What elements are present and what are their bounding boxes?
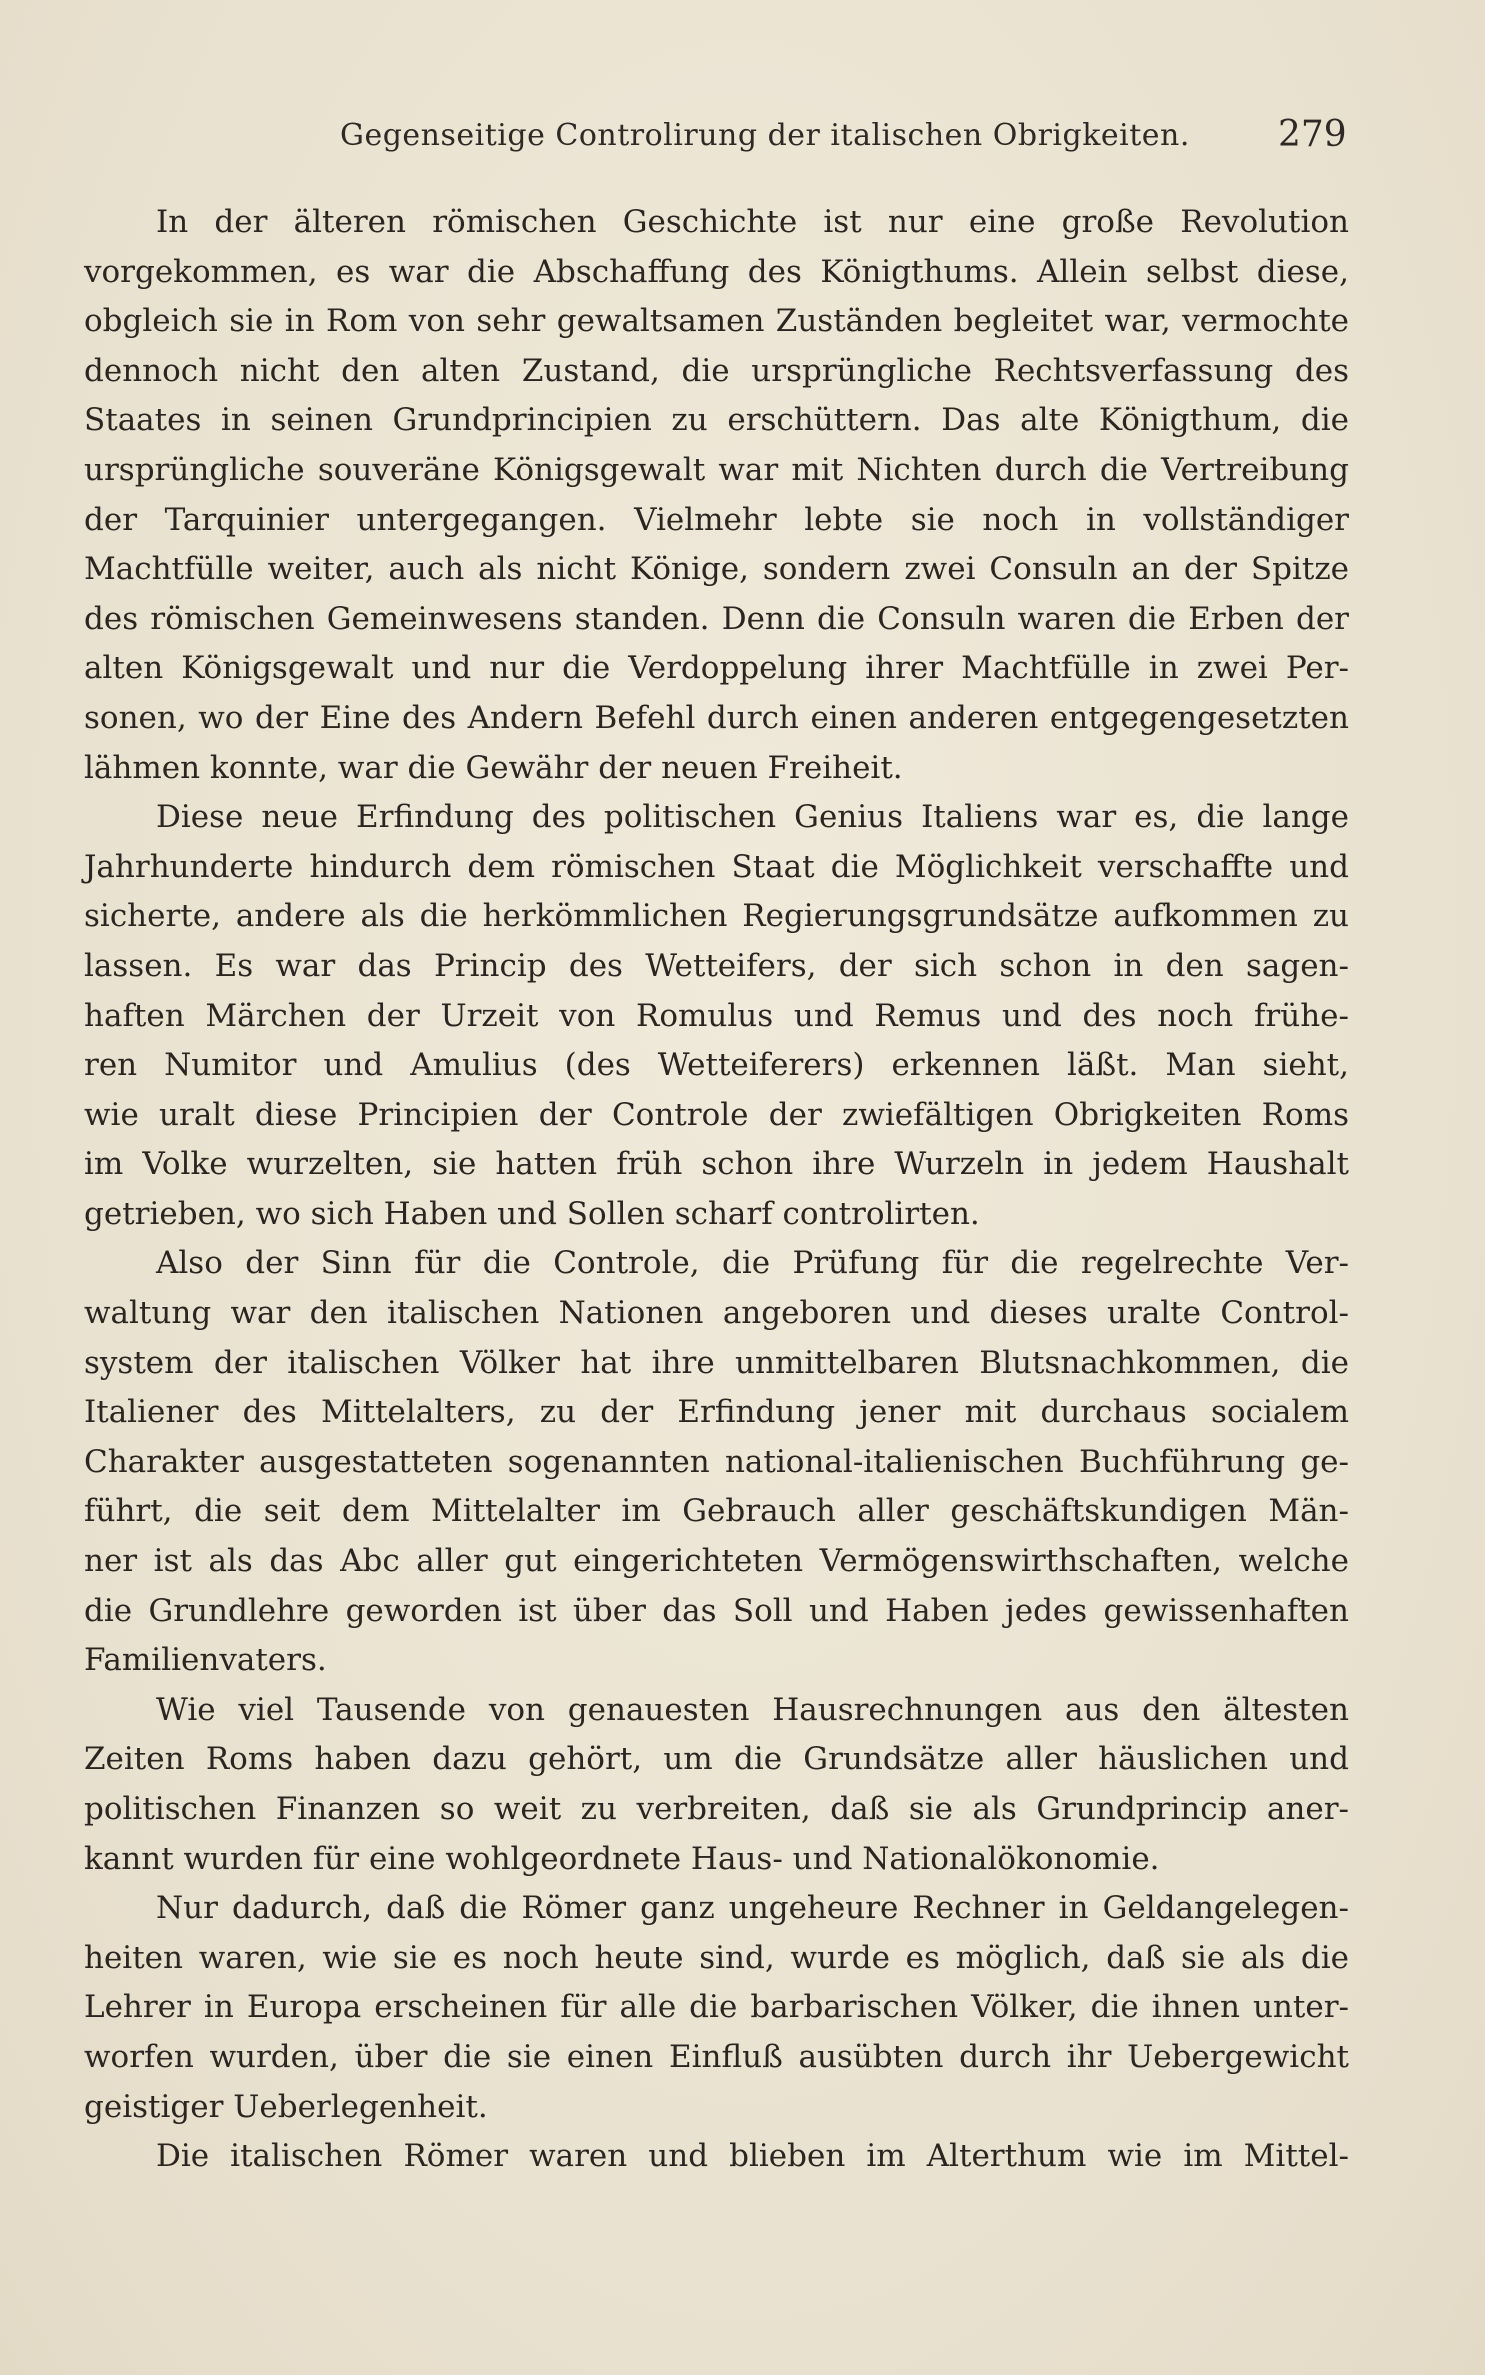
page-number: 279 [1278, 114, 1347, 155]
text-line: haften Märchen der Urzeit von Romulus und Remus und des noch frühe- [84, 997, 1349, 1034]
text-line: Jahrhunderte hindurch dem römischen Staat die Möglichkeit verschaffte und [84, 848, 1349, 885]
paragraph [84, 793, 1349, 1239]
text-line: heiten waren, wie sie es noch heute sind, wurde es möglich, daß sie als die [84, 1939, 1349, 1976]
text-line: Machtfülle weiter, auch als nicht Könige, sondern zwei Consuln an der Spitze [84, 551, 1349, 588]
text-line: führt, die seit dem Mittelalter im Gebrauch aller geschäftskundigen Män- [84, 1493, 1349, 1530]
text-line: sicherte, andere als die herkömmlichen Regierungsgrundsätze aufkommen zu [84, 898, 1349, 935]
paragraph [84, 1884, 1349, 2132]
paragraph [84, 2132, 1349, 2182]
text-line: politischen Finanzen so weit zu verbreiten, daß sie als Grundprincip aner- [84, 1791, 1349, 1827]
text-line: Also der Sinn für die Controle, die Prüfung für die regelrechte Ver- [156, 1245, 1349, 1282]
paragraph [84, 198, 1349, 793]
text-line: dennoch nicht den alten Zustand, die ursprüngliche Rechtsverfassung des [84, 352, 1349, 389]
body-text [84, 198, 1349, 2182]
text-line: lähmen konnte, war die Gewähr der neuen Freiheit. [84, 749, 903, 786]
text-line: worfen wurden, über die sie einen Einfluß ausübten durch ihr Uebergewicht [84, 2038, 1349, 2075]
text-line: Diese neue Erfindung des politischen Genius Italiens war es, die lange [156, 799, 1349, 836]
text-line: Staates in seinen Grundprincipien zu erschüttern. Das alte Königthum, die [84, 402, 1349, 439]
text-line: getrieben, wo sich Haben und Sollen scharf controlirten. [84, 1195, 980, 1232]
text-line: des römischen Gemeinwesens standen. Denn die Consuln waren die Erben der [84, 600, 1349, 637]
text-line: Charakter ausgestatteten sogenannten national-italienischen Buchführung ge- [84, 1443, 1349, 1480]
text-line: Familienvaters. [84, 1642, 327, 1679]
text-line: der Tarquinier untergegangen. Vielmehr lebte sie noch in vollständiger [84, 501, 1349, 538]
text-line: wie uralt diese Principien der Controle der zwiefältigen Obrigkeiten Roms [84, 1096, 1349, 1133]
text-line: Die italischen Römer waren und blieben im Alterthum wie im Mittel- [156, 2138, 1349, 2175]
paragraph [84, 1239, 1349, 1685]
paragraph [84, 1686, 1349, 1884]
text-line: vorgekommen, es war die Abschaffung des Königthums. Allein selbst diese, [84, 253, 1349, 290]
text-line: ner ist als das Abc aller gut eingerichteten Vermögenswirthschaften, welche [84, 1543, 1349, 1580]
text-line: kannt wurden für eine wohlgeordnete Haus- und Nationalökonomie. [84, 1840, 1160, 1877]
text-line: sonen, wo der Eine des Andern Befehl durch einen anderen entgegengesetzten [84, 699, 1349, 736]
text-line: waltung war den italischen Nationen angeboren und dieses uralte Control- [84, 1295, 1349, 1332]
text-line: Zeiten Roms haben dazu gehört, um die Grundsätze aller häuslichen und [84, 1741, 1349, 1778]
text-line: Wie viel Tausende von genauesten Hausrechnungen aus den ältesten [156, 1691, 1349, 1728]
running-title: Gegenseitige Controlirung der italischen Obrigkeiten. [340, 118, 1190, 153]
text-line: alten Königsgewalt und nur die Verdoppelung ihrer Machtfülle in zwei Per- [84, 650, 1349, 687]
text-line: system der italischen Völker hat ihre unmittelbaren Blutsnachkommen, die [84, 1344, 1349, 1381]
text-line: ursprüngliche souveräne Königsgewalt war mit Nichten durch die Vertreibung [84, 451, 1349, 488]
text-line: lassen. Es war das Princip des Wetteifers, der sich schon in den sagen- [84, 947, 1349, 984]
page-header [0, 108, 1485, 168]
text-line: ren Numitor und Amulius (des Wetteiferers) erkennen läßt. Man sieht, [84, 1047, 1349, 1084]
text-line: geistiger Ueberlegenheit. [84, 2088, 488, 2125]
text-line: In der älteren römischen Geschichte ist nur eine große Revolution [156, 204, 1349, 240]
text-line: Italiener des Mittelalters, zu der Erfindung jener mit durchaus socialem [84, 1394, 1349, 1431]
text-line: Nur dadurch, daß die Römer ganz ungeheure Rechner in Geldangelegen- [156, 1890, 1349, 1927]
text-line: im Volke wurzelten, sie hatten früh schon ihre Wurzeln in jedem Haushalt [84, 1146, 1349, 1183]
text-line: die Grundlehre geworden ist über das Soll und Haben jedes gewissenhaften [84, 1592, 1349, 1629]
text-line: obgleich sie in Rom von sehr gewaltsamen Zuständen begleitet war, vermochte [84, 303, 1349, 340]
text-line: Lehrer in Europa erscheinen für alle die barbarischen Völker, die ihnen unter- [84, 1989, 1349, 2026]
